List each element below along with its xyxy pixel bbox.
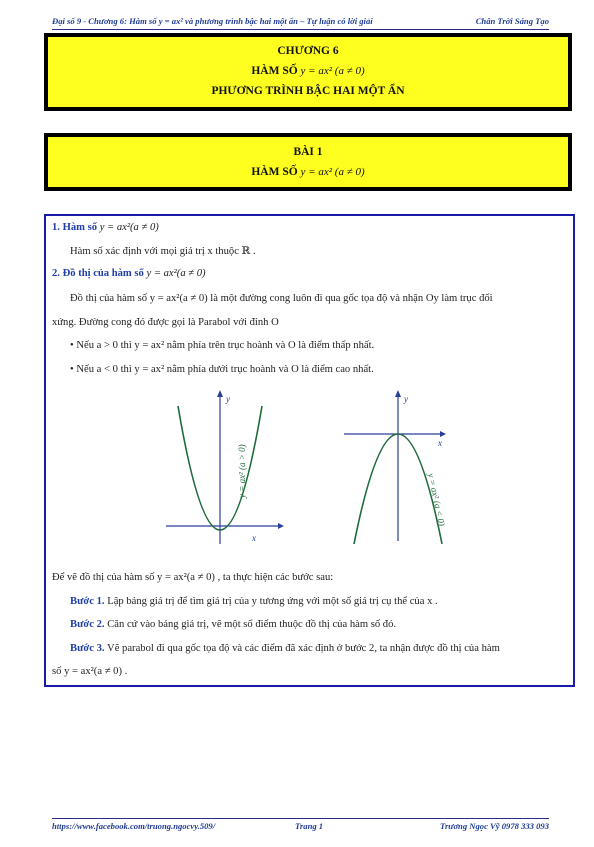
- bullet-a-negative: • Nếu a < 0 thì y = ax² nằm phía dưới trục hoành và O là điểm cao nhất.: [70, 364, 374, 375]
- chapter-function-formula: y = ax² (a ≠ 0): [300, 65, 365, 77]
- step-2-text: Căn cứ vào bảng giá trị, vẽ một số điểm thuộc đồ thị của hàm số đó.: [104, 619, 397, 630]
- section1-formula: y = ax²(a ≠ 0): [99, 222, 159, 233]
- section2-paragraph-cont: xứng. Đường cong đó được gọi là Parabol với đỉnh O: [52, 317, 279, 328]
- right-x-arrow: [440, 431, 446, 437]
- header-left-text: Đại số 9 - Chương 6: Hàm số y = ax² và phương trình bậc hai một ẩn – Tự luận có lời giải: [52, 16, 373, 26]
- parabola-graph-a-negative: [342, 386, 452, 546]
- left-y-arrow: [217, 390, 223, 397]
- footer-page-number: Trang 1: [295, 821, 324, 831]
- footer-facebook-link[interactable]: https://www.facebook.com/truong.ngocvy.509/: [52, 821, 216, 831]
- parabola-graph-a-positive: [164, 386, 284, 546]
- left-x-arrow: [278, 523, 284, 529]
- footer-author-contact: Trương Ngọc Vỹ 0978 333 093: [440, 821, 549, 831]
- page-footer: [52, 818, 549, 831]
- left-curve-label: y = ax² (a > 0): [237, 444, 247, 498]
- step-1: [70, 596, 438, 607]
- chapter-equation-title: PHƯƠNG TRÌNH BẬC HAI MỘT ẨN: [211, 85, 405, 97]
- section1-body: Hàm số xác định với mọi giá trị x thuộc ℝ .: [70, 246, 256, 257]
- right-curve-label: y = ax² (a < 0): [426, 472, 447, 527]
- step-1-label: Bước 1.: [70, 596, 105, 607]
- lesson-title-box: [44, 133, 572, 191]
- lesson-content-box: [44, 214, 575, 687]
- right-y-axis-label: y: [404, 394, 408, 404]
- step-2: [70, 619, 396, 630]
- section1-title: 1. Hàm số: [52, 222, 98, 233]
- section2-title: 2. Đồ thị của hàm số: [52, 268, 144, 279]
- header-right-text: Chân Trời Sáng Tạo: [475, 16, 549, 26]
- step-3: [70, 643, 500, 654]
- chapter-function-title: [48, 61, 568, 81]
- lesson-number: BÀI 1: [293, 146, 323, 158]
- page-header: [52, 15, 549, 30]
- section1-heading: [52, 222, 159, 233]
- right-y-arrow: [395, 390, 401, 397]
- section2-formula: y = ax²(a ≠ 0): [146, 268, 206, 279]
- chapter-function-label: HÀM SỐ: [251, 65, 298, 77]
- section2-paragraph: Đồ thị của hàm số y = ax²(a ≠ 0) là một đường cong luôn đi qua gốc tọa độ và nhận Oy làm trục đối: [70, 293, 493, 304]
- steps-intro: Để vẽ đồ thị của hàm số y = ax²(a ≠ 0) , ta thực hiện các bước sau:: [52, 572, 334, 583]
- lesson-function-title: [48, 162, 568, 182]
- lesson-function-label: HÀM SỐ: [251, 166, 298, 178]
- step-3-cont: số y = ax²(a ≠ 0) .: [52, 666, 128, 677]
- step-3-label: Bước 3.: [70, 643, 105, 654]
- step-1-text: Lập bảng giá trị để tìm giá trị của y tương ứng với một số giá trị cụ thể của x .: [104, 596, 438, 607]
- right-x-axis-label: x: [438, 438, 442, 448]
- lesson-function-formula: y = ax² (a ≠ 0): [300, 166, 365, 178]
- left-x-axis-label: x: [252, 533, 256, 543]
- left-y-axis-label: y: [226, 394, 230, 404]
- chapter-title-box: [44, 33, 572, 111]
- bullet-a-positive: • Nếu a > 0 thì y = ax² nằm phía trên trục hoành và O là điểm thấp nhất.: [70, 340, 375, 351]
- section2-heading: [52, 268, 206, 279]
- chapter-number: CHƯƠNG 6: [277, 45, 339, 57]
- step-2-label: Bước 2.: [70, 619, 105, 630]
- step-3-text: Vẽ parabol đi qua gốc tọa độ và các điểm đã xác định ở bước 2, ta nhận được đồ thị của hàm: [104, 643, 500, 654]
